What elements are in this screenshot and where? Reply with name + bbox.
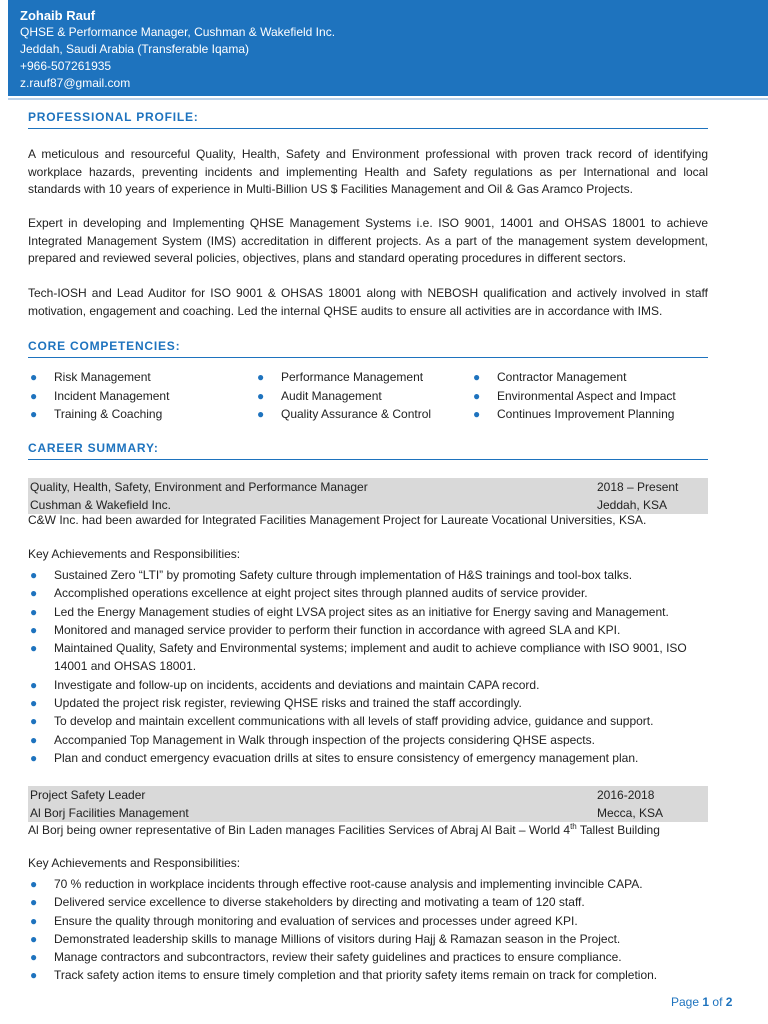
header-divider [8,98,768,100]
header-banner [8,0,768,96]
bullet-icon: ● [30,968,38,983]
competency-item: ● Environmental Aspect and Impact [471,387,676,406]
bullet-icon: ● [30,604,38,619]
bullet-icon: ● [30,388,38,403]
bullet-icon: ● [257,370,265,384]
candidate-email[interactable]: z.rauf87@gmail.com [20,76,131,90]
bullet-icon: ● [30,586,38,601]
list-item: ● Accomplished operations excellence at eight project sites through planned audits of service provider. [28,584,718,602]
list-item: ● Investigate and follow-up on incidents, accidents and deviations and maintain CAPA record. [28,676,718,694]
bullet-icon: ● [473,407,481,421]
competency-item: ● Training & Coaching [28,405,169,424]
bullet-icon: ● [30,641,38,656]
job-2-location: Mecca, KSA [597,806,664,820]
competency-item: ● Quality Assurance & Control [255,405,431,424]
candidate-name: Zohaib Rauf [20,8,96,23]
job-2-ka-label: Key Achievements and Responsibilities: [28,856,241,870]
competency-item: ● Contractor Management [471,368,676,387]
profile-paragraph-2: Expert in developing and Implementing QHSE Management Systems i.e. ISO 9001, 14001 and OHSAS 18001 to achieve Integrated Management System (IMS) accreditation in different projects. As a part of the management system development, prepared and reviewed several policies, objectives, plans and standard operating procedures in different sectors. [28,216,708,265]
profile-heading: PROFESSIONAL PROFILE: [28,110,199,124]
job-2-company: Al Borj Facilities Management [30,806,189,820]
list-item: ● Manage contractors and subcontractors, review their safety guidelines and practices to ensure compliance. [28,948,718,966]
competency-item: ● Audit Management [255,387,431,406]
bullet-icon: ● [30,370,38,384]
list-item: ● 70 % reduction in workplace incidents through effective root-cause analysis and implementing invincible CAPA. [28,875,718,893]
list-item: ● Ensure the quality through monitoring and evaluation of services and processes under agreed KPI. [28,912,718,930]
list-item: ● Track safety action items to ensure timely completion and that priority safety items remain on track for completion. [28,966,718,984]
job-1-company: Cushman & Wakefield Inc. [30,498,171,512]
bullet-icon: ● [30,568,38,582]
list-item: ● Accompanied Top Management in Walk through inspection of the projects considering QHSE aspects. [28,731,718,749]
career-rule [28,459,708,460]
job-1-period: 2018 – Present [597,480,679,494]
profile-rule [28,128,708,129]
job-1-header [28,478,708,514]
list-item: ● Monitored and managed service provider to perform their function in accordance with agreed SLA and KPI. [28,621,718,639]
competencies-column-2 [255,368,431,424]
job-1-summary: C&W Inc. had been awarded for Integrated Facilities Management Project for Laureate Vocational Universities, KSA. [28,513,647,527]
list-item: ● Maintained Quality, Safety and Environmental systems; implement and audit to achieve compliance with ISO 9001, ISO 14001 and OHSAS 18001. [30,641,687,674]
list-item: ● To develop and maintain excellent communications with all levels of staff providing advice, guidance and support. [28,712,718,730]
competency-item: ● Risk Management [28,368,169,387]
job-1-location: Jeddah, KSA [597,498,668,512]
job-1-achievements [28,566,718,767]
competency-item: ● Continues Improvement Planning [471,405,676,424]
bullet-icon: ● [30,407,38,421]
bullet-icon: ● [30,622,38,637]
job-2-header [28,786,708,822]
bullet-icon: ● [30,750,38,765]
profile-paragraph-1: A meticulous and resourceful Quality, Health, Safety and Environment professional with proven track record of identifying workplace hazards, preventing incidents and implementing Health and Safety regulations as per International and local standards with 10 years of experience in Multi-Billion US $ Facilities Management and Oil & Gas Aramco Projects. [28,147,708,196]
list-item: ● Demonstrated leadership skills to manage Millions of visitors during Hajj & Ramazan season in the Project. [28,930,718,948]
list-item: ● Updated the project risk register, reviewing QHSE risks and trained the staff accordingly. [28,694,718,712]
bullet-icon: ● [30,895,38,910]
job-1-ka-label: Key Achievements and Responsibilities: [28,547,241,561]
job-2-achievements [28,875,718,985]
bullet-icon: ● [30,913,38,928]
bullet-icon: ● [30,950,38,965]
bullet-icon: ● [30,677,38,692]
list-item: ● Plan and conduct emergency evacuation drills at sites to ensure consistency of emergency management plan. [28,749,718,767]
bullet-icon: ● [473,388,481,403]
competencies-rule [28,357,708,358]
bullet-icon: ● [30,931,38,946]
bullet-icon: ● [30,696,38,711]
competency-item: ● Incident Management [28,387,169,406]
bullet-icon: ● [30,732,38,747]
bullet-icon: ● [30,877,38,891]
job-2-title: Project Safety Leader [30,788,146,802]
list-item: ● Delivered service excellence to diverse stakeholders by directing and motivating a team of 120 staff. [28,893,718,911]
page-number: Page 1 of 2 [671,995,733,1009]
bullet-icon: ● [30,714,38,729]
bullet-icon: ● [257,388,265,403]
profile-paragraph-3: Tech-IOSH and Lead Auditor for ISO 9001 & OHSAS 18001 along with NEBOSH qualification and actively involved in staff motivation, engagement and coaching. Led the internal QHSE audits to ensure all activities are in accordance with IMS. [28,286,708,318]
career-heading: CAREER SUMMARY: [28,441,159,455]
candidate-location: Jeddah, Saudi Arabia (Transferable Iqama) [20,42,250,56]
candidate-phone: +966-507261935 [20,59,112,73]
competency-item: ● Performance Management [255,368,431,387]
job-2-period: 2016-2018 [597,788,655,802]
bullet-icon: ● [257,407,265,421]
job-2-summary: Al Borj being owner representative of Bin Laden manages Facilities Services of Abraj Al Bait – World 4th Tallest Building [28,822,660,837]
list-item: ● Led the Energy Management studies of eight LVSA project sites as an initiative for Energy saving and Management. [28,603,718,621]
list-item: ● Sustained Zero “LTI” by promoting Safety culture through implementation of H&S trainings and tool-box talks. [28,566,718,584]
competencies-column-3 [471,368,676,424]
job-1-title: Quality, Health, Safety, Environment and Performance Manager [30,480,368,494]
competencies-heading: CORE COMPETENCIES: [28,339,181,353]
competencies-column-1 [28,368,169,424]
candidate-title: QHSE & Performance Manager, Cushman & Wakefield Inc. [20,25,336,39]
bullet-icon: ● [473,370,481,384]
